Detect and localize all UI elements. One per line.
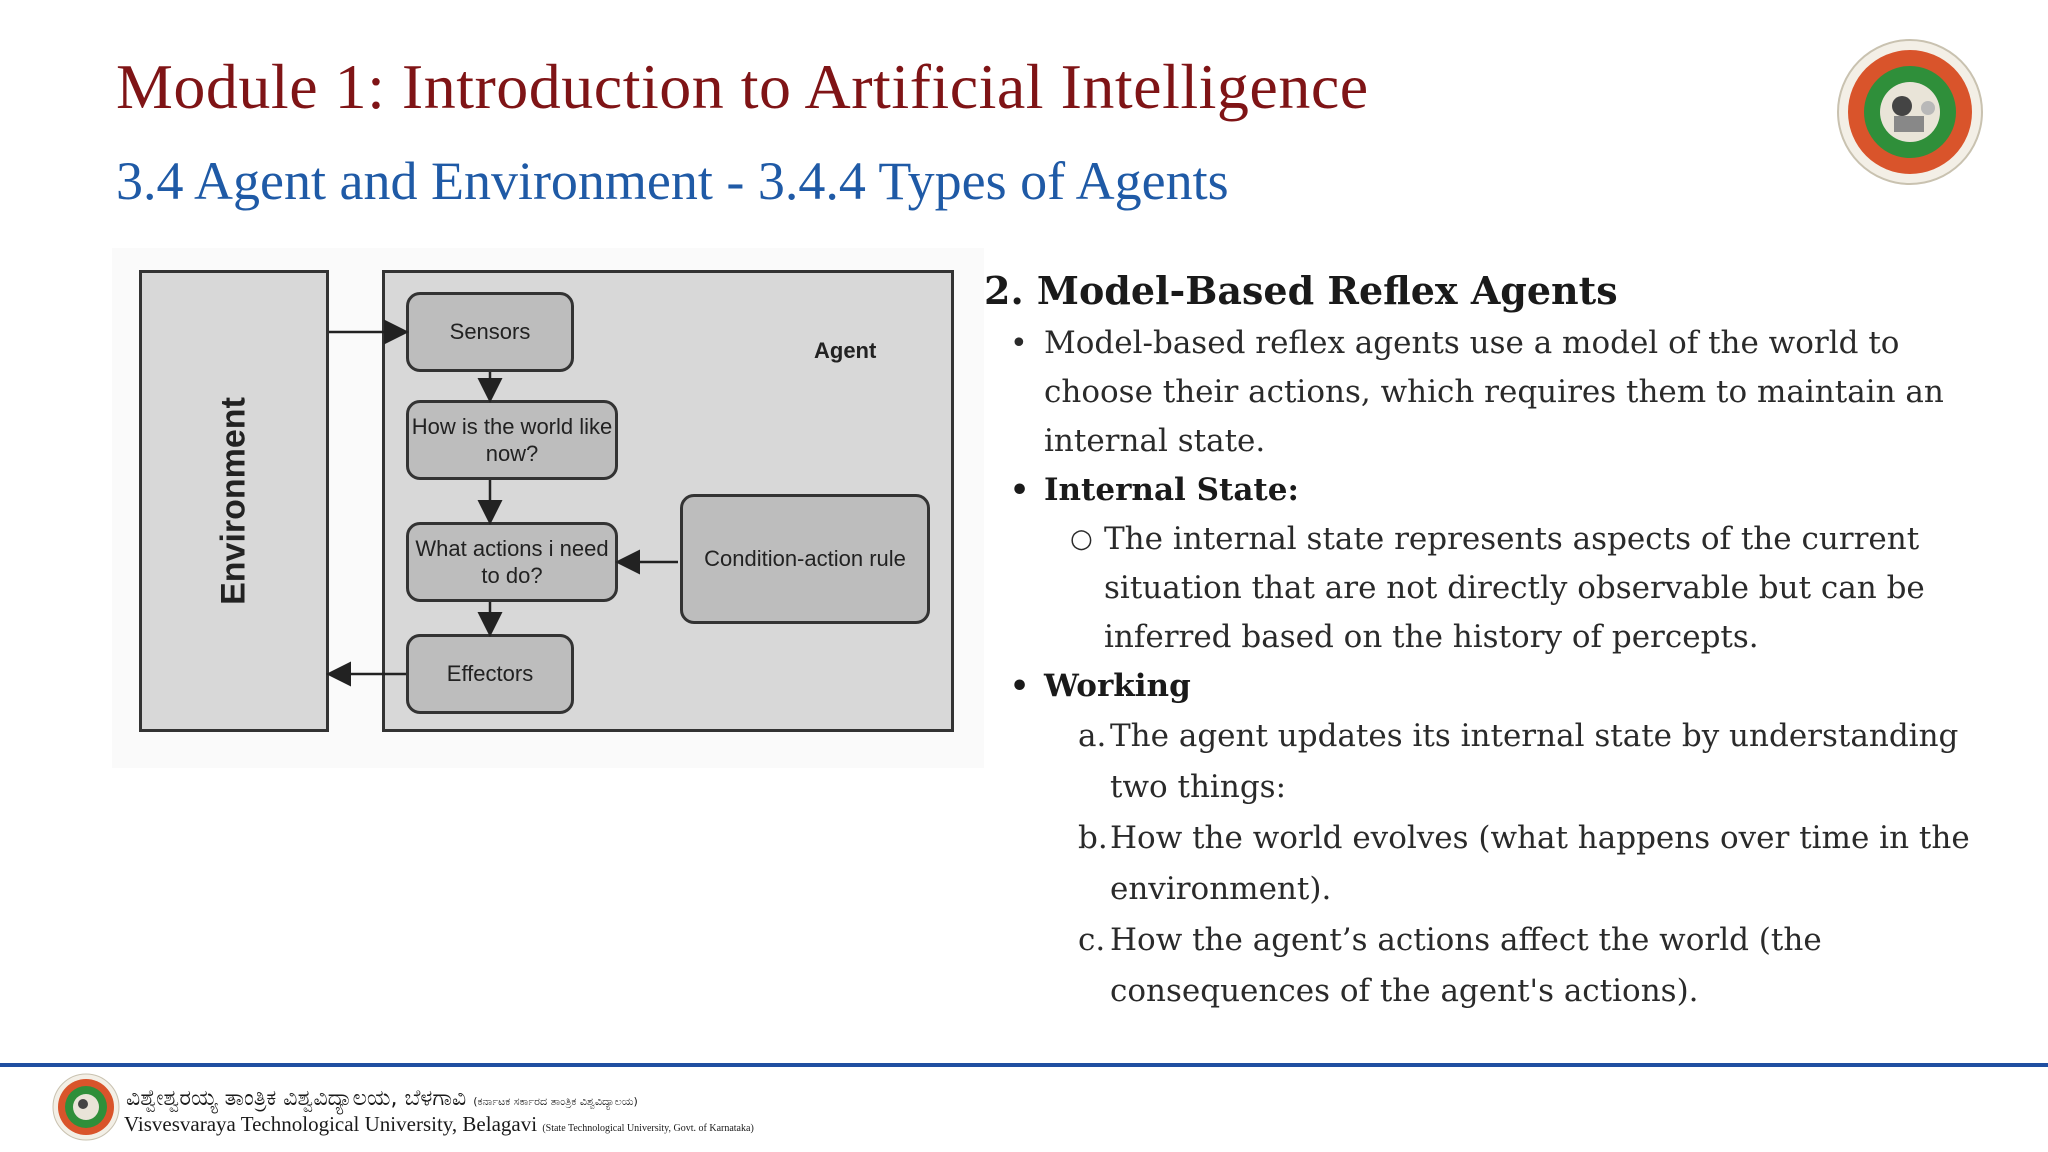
footer-english-note: (State Technological University, Govt. of Karnataka) [542, 1123, 754, 1134]
vtu-emblem-logo-icon [1836, 38, 1984, 186]
footer-kannada-note: (ಕರ್ನಾಟಕ ಸರ್ಕಾರದ ತಾಂತ್ರಿಕ ವಿಶ್ವವಿದ್ಯಾಲಯ) [473, 1095, 638, 1108]
bullet-model-based-text: Model-based reflex agents use a model of the world to choose their actions, which requires them to maintain an internal state. [1044, 325, 1944, 459]
bullet-dot-icon: • [1010, 326, 1028, 361]
footer-english [124, 1112, 754, 1137]
list-item-marker: a. [1078, 718, 1107, 754]
list-item-text: The agent updates its internal state by understanding two things: [1110, 718, 1959, 805]
vtu-emblem-small-icon [52, 1073, 120, 1141]
section-heading: 2. Model-Based Reflex Agents [984, 268, 1618, 313]
bullet-internal-state-text: Internal State: [1044, 472, 1299, 508]
bullet-working [984, 662, 1984, 711]
agent-diagram [112, 248, 984, 768]
list-item-text: How the world evolves (what happens over time in the environment). [1110, 820, 1970, 907]
environment-label: Environment [214, 397, 253, 605]
list-item-text: How the agent’s actions affect the world (the consequences of the agent's actions). [1110, 922, 1822, 1009]
bullet-dot-icon: • [1010, 473, 1030, 508]
bullet-dot-icon: • [1010, 669, 1030, 704]
sensors-node: Sensors [406, 292, 574, 372]
bullet-working-text: Working [1044, 668, 1191, 704]
footer-kannada-name: ವಿಶ್ವೇಶ್ವರಯ್ಯ ತಾಂತ್ರಿಕ ವಿಶ್ವವಿದ್ಯಾಲಯ, ಬೆಳಗಾವಿ [126, 1086, 467, 1111]
list-item [984, 915, 1984, 1017]
hollow-bullet-icon: ○ [1070, 524, 1093, 554]
bullet-internal-state [984, 466, 1984, 515]
content-area [984, 268, 1984, 1017]
sub-bullet-internal-state [984, 515, 1984, 662]
list-item-marker: c. [1078, 922, 1106, 958]
effectors-node: Effectors [406, 634, 574, 714]
sub-bullet-internal-state-text: The internal state represents aspects of the current situation that are not directly observable but can be inferred based on the history of percepts. [1104, 521, 1925, 655]
footer-english-name: Visvesvaraya Technological University, Belagavi [124, 1112, 538, 1136]
list-item [984, 813, 1984, 915]
slide-title: Module 1: Introduction to Artificial Intelligence [116, 51, 1369, 122]
list-item [984, 711, 1984, 813]
slide-subtitle: 3.4 Agent and Environment - 3.4.4 Types of Agents [116, 151, 1229, 211]
bullet-model-based [984, 319, 1984, 466]
footer-rule [0, 1063, 2048, 1067]
footer-kannada [126, 1086, 638, 1111]
what-actions-node: What actions i need to do? [406, 522, 618, 602]
diagram-arrows [112, 248, 984, 768]
condition-action-node: Condition-action rule [680, 494, 930, 624]
agent-label: Agent [814, 338, 877, 363]
list-item-marker: b. [1078, 820, 1108, 856]
world-now-node: How is the world like now? [406, 400, 618, 480]
